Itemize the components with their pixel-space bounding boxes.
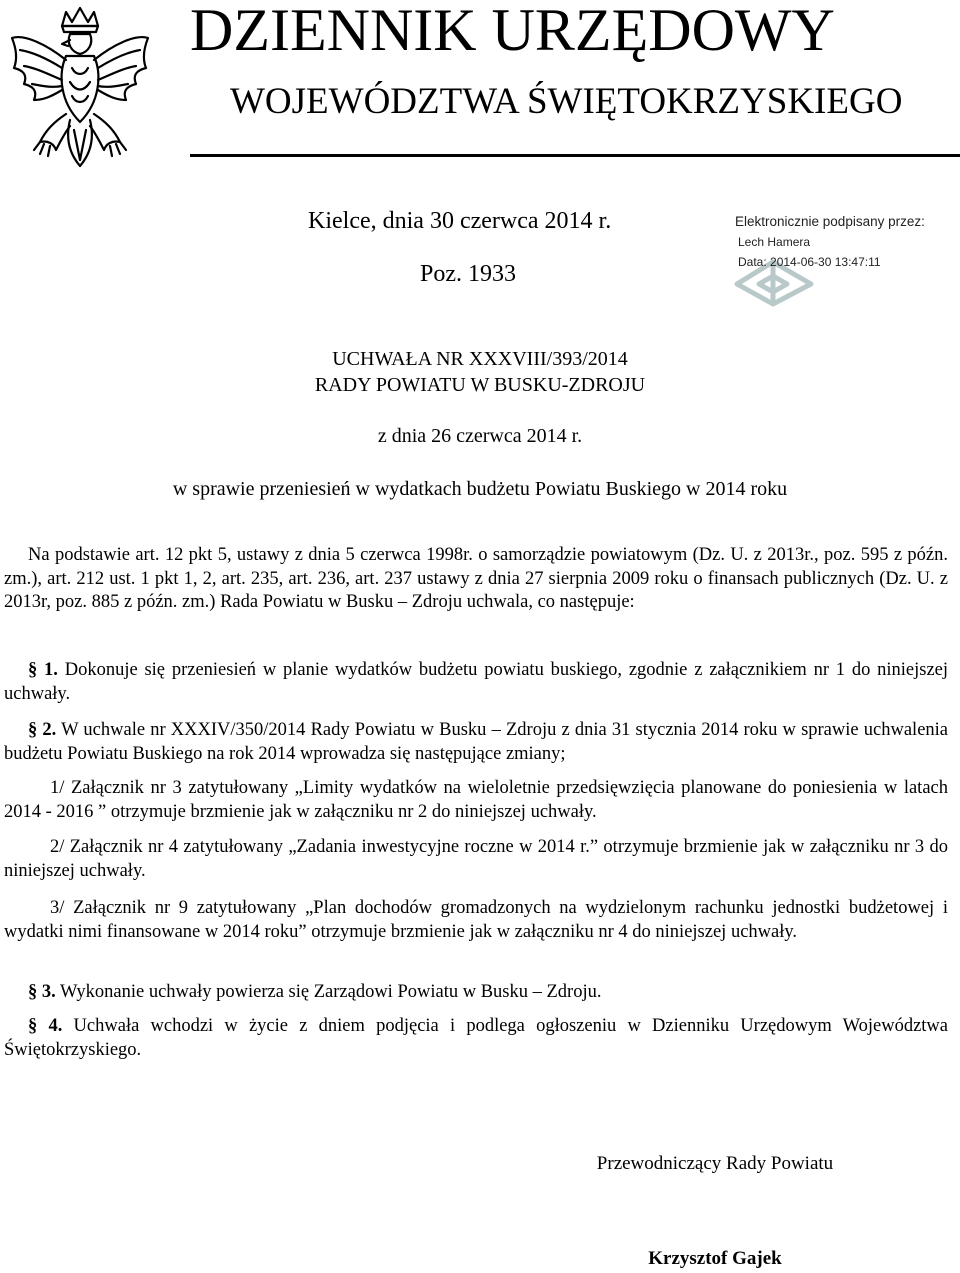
- journal-title: DZIENNIK URZĘDOWY: [190, 0, 835, 63]
- header-divider: [190, 154, 960, 157]
- amendment-1: 1/ Załącznik nr 3 zatytułowany „Limity wydatków na wieloletnie przedsięwzięcia planowane do poniesienia w latach 2014 - 2016 ” otrzymuje brzmienie jak w załączniku nr 2 do niniejszej uchwały.: [4, 778, 948, 822]
- esign-label: Elektronicznie podpisany przez:: [735, 214, 925, 229]
- section-2: [4, 719, 948, 766]
- section-1-text: Dokonuje się przeniesień w planie wydatków budżetu powiatu buskiego, zgodnie z załącznikiem nr 1 do niniejszej uchwały.: [4, 660, 948, 704]
- section-4-mark: § 4.: [28, 1016, 63, 1036]
- polish-eagle-icon: [6, 4, 154, 189]
- section-3-mark: § 3.: [28, 982, 56, 1002]
- section-4: [4, 1015, 948, 1062]
- signatory-name: Krzysztof Gajek: [648, 1248, 782, 1269]
- resolution-subject: w sprawie przeniesień w wydatkach budżetu Powiatu Buskiego w 2014 roku: [172, 478, 788, 500]
- journal-subtitle: WOJEWÓDZTWA ŚWIĘTOKRZYSKIEGO: [230, 81, 903, 122]
- section-1-mark: § 1.: [28, 660, 58, 680]
- amendment-3: 3/ Załącznik nr 9 zatytułowany „Plan dochodów gromadzonych na wydzielonym rachunku jednostki budżetowej i wydatki nimi finansowane w 2014 roku” otrzymuje brzmienie jak w załączniku nr 4 do niniejszej uchwały.: [4, 898, 948, 942]
- esign-date: Data: 2014-06-30 13:47:11: [738, 255, 881, 269]
- section-1: [4, 659, 948, 706]
- electronic-signature-block: [733, 214, 960, 309]
- section-2-mark: § 2.: [28, 720, 57, 740]
- section-3: [4, 981, 948, 1005]
- place-and-date: Kielce, dnia 30 czerwca 2014 r.: [308, 208, 612, 234]
- position-number: Poz. 1933: [420, 261, 516, 287]
- resolution-council: RADY POWIATU W BUSKU-ZDROJU: [314, 374, 646, 396]
- section-4-text: Uchwała wchodzi w życie z dniem podjęcia i podlega ogłoszeniu w Dzienniku Urzędowym Województwa Świętokrzyskiego.: [4, 1016, 948, 1060]
- section-3-text: Wykonanie uchwały powierza się Zarządowi Powiatu w Busku – Zdroju.: [55, 982, 602, 1002]
- section-2-text: W uchwale nr XXXIV/350/2014 Rady Powiatu w Busku – Zdroju z dnia 31 stycznia 2014 roku w sprawie uchwalenia budżetu Powiatu Buskiego na rok 2014 wprowadza się następujące zmiany;: [4, 720, 949, 764]
- amendment-2: 2/ Załącznik nr 4 zatytułowany „Zadania inwestycyjne roczne w 2014 r.” otrzymuje brzmienie jak w załączniku nr 3 do niniejszej uchwały.: [4, 837, 948, 881]
- esign-signer: Lech Hamera: [738, 235, 811, 249]
- resolution-date: z dnia 26 czerwca 2014 r.: [377, 425, 583, 447]
- legal-basis-paragraph: Na podstawie art. 12 pkt 5, ustawy z dnia 5 czerwca 1998r. o samorządzie powiatowym (Dz. U. z 2013r., poz. 595 z późn. zm.), art. 212 ust. 1 pkt 1, 2, art. 235, art. 236, art. 237 ustawy z dnia 27 sierpnia 2009 roku o finansach publicznych (Dz. U. z 2013r, poz. 885 z późn. zm.) Rada Powiatu w Busku – Zdroju uchwala, co następuje:: [4, 545, 948, 612]
- resolution-title: UCHWAŁA NR XXXVIII/393/2014: [332, 348, 628, 370]
- signatory-role: Przewodniczący Rady Powiatu: [596, 1153, 834, 1174]
